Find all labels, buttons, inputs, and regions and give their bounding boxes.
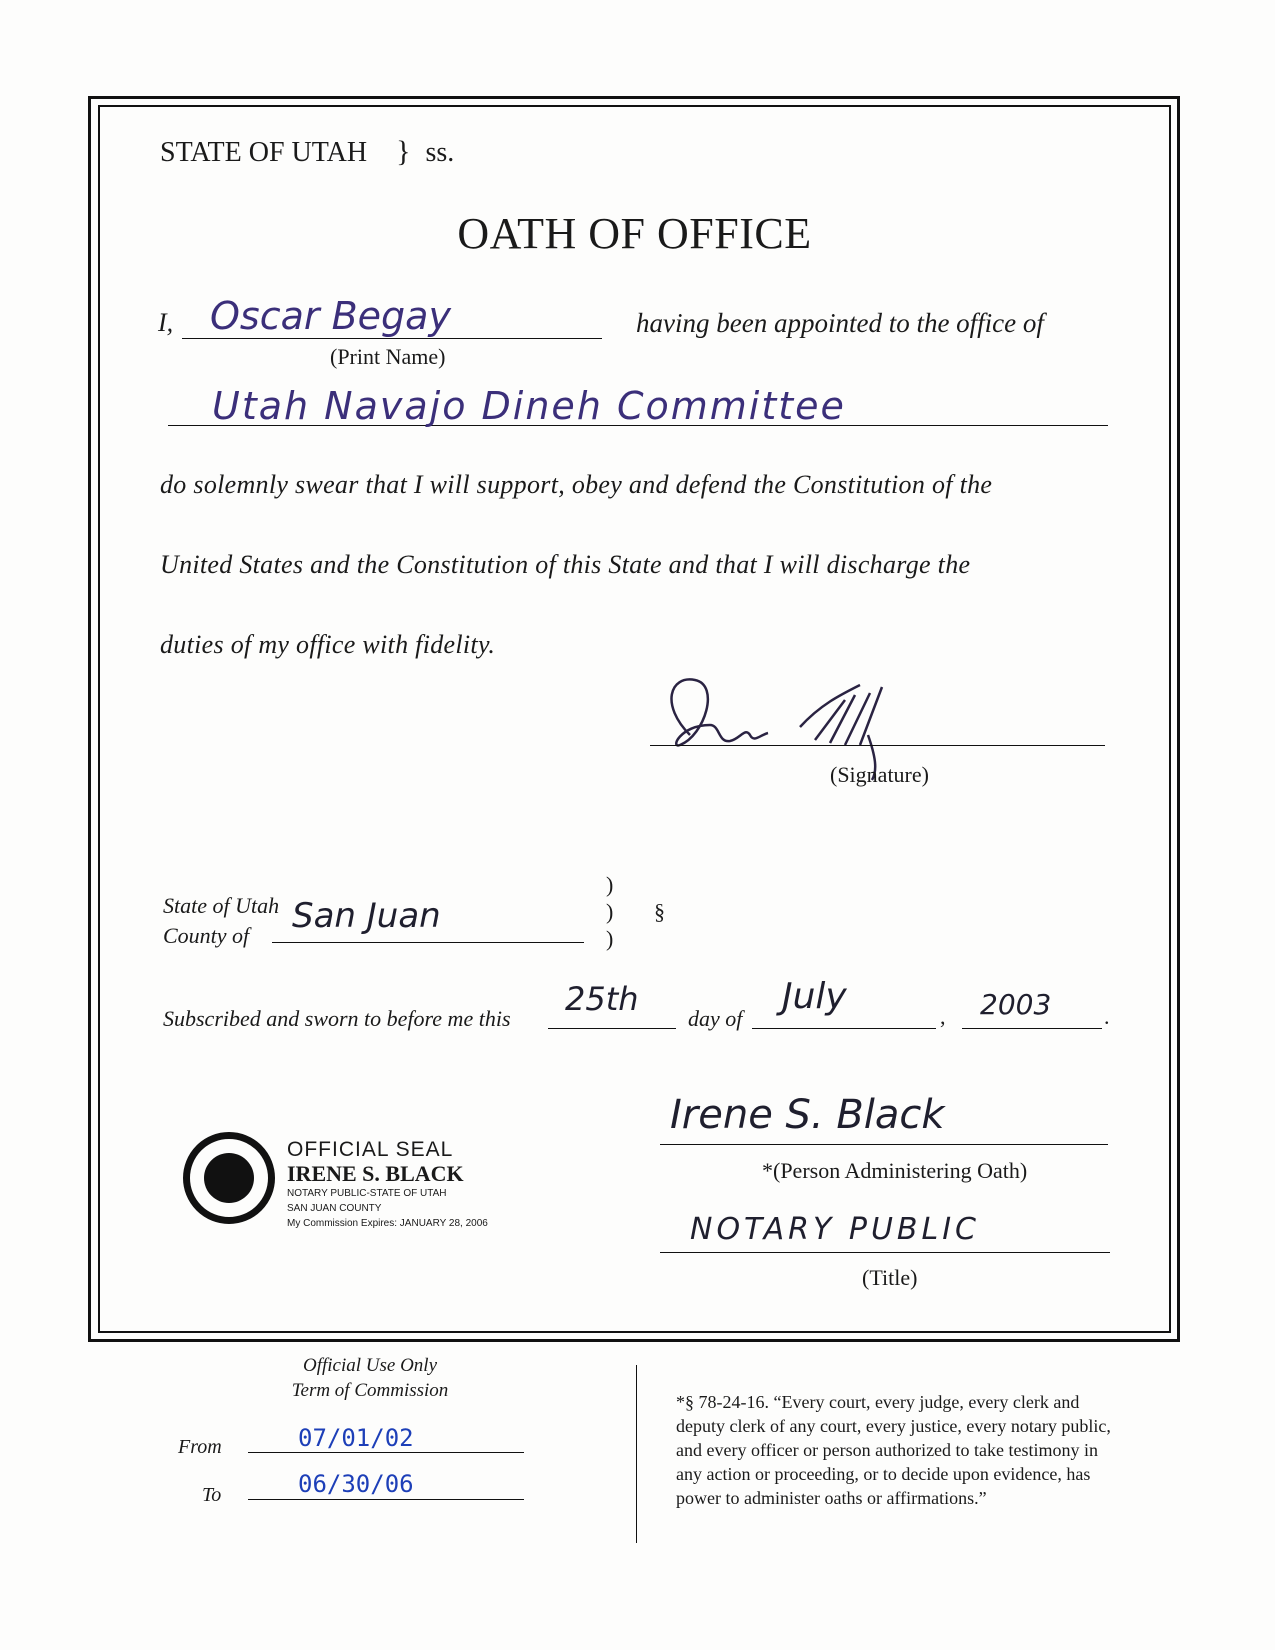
official-use-heading: Official Use Only <box>302 1355 438 1376</box>
to-line <box>248 1499 524 1500</box>
paren-1: ) <box>606 872 614 897</box>
day-value: 25th <box>565 980 639 1018</box>
county-value: San Juan <box>292 896 441 936</box>
day-of-text: day of <box>688 1006 743 1031</box>
oath-body-line-1: do solemnly swear that I will support, obey and defend the Constitution of the <box>160 470 993 499</box>
state-heading <box>160 135 454 169</box>
pronoun-i: I, <box>158 308 174 337</box>
signature-label: (Signature) <box>830 762 929 787</box>
oath-body-line-3: duties of my office with fidelity. <box>160 630 496 659</box>
seal-name: IRENE S. BLACK <box>287 1161 464 1186</box>
administrator-label: *(Person Administering Oath) <box>762 1158 1028 1183</box>
footer-divider <box>636 1365 637 1543</box>
brace: } <box>396 135 411 168</box>
year-value: 2003 <box>980 988 1052 1021</box>
ss-label: ss. <box>425 137 455 168</box>
name-line <box>182 338 602 339</box>
period: . <box>1104 1004 1110 1029</box>
signature-line <box>650 745 1105 746</box>
footnote-line-5: power to administer oaths or affirmations.” <box>676 1488 987 1508</box>
jurat-state-label: State of Utah <box>163 893 280 918</box>
print-name-label: (Print Name) <box>330 344 446 369</box>
seal-line-3: My Commission Expires: JANUARY 28, 2006 <box>287 1218 488 1229</box>
oath-body-line-2: United States and the Constitution of this State and that I will discharge the <box>160 550 971 579</box>
title-label: (Title) <box>862 1265 918 1290</box>
from-label: From <box>178 1436 222 1458</box>
month-line <box>752 1028 936 1029</box>
page-title: OATH OF OFFICE <box>457 209 812 258</box>
office-value: Utah Navajo Dineh Committee <box>212 384 846 428</box>
seal-line-2: SAN JUAN COUNTY <box>287 1203 382 1214</box>
seal-line-1: NOTARY PUBLIC-STATE OF UTAH <box>287 1188 447 1199</box>
footnote-line-3: and every officer or person authorized to take testimony in <box>676 1440 1099 1460</box>
paren-2: ) <box>606 899 614 924</box>
notary-seal-emblem <box>183 1132 275 1224</box>
section-symbol: § <box>654 899 665 924</box>
paren-3: ) <box>606 926 614 951</box>
to-label: To <box>202 1484 222 1506</box>
county-line <box>272 942 584 943</box>
administrator-line <box>660 1144 1108 1145</box>
jurat-county-label: County of <box>163 923 250 948</box>
from-line <box>248 1452 524 1453</box>
day-line <box>548 1028 676 1029</box>
month-value: July <box>782 976 847 1017</box>
footnote-line-2: deputy clerk of any court, every justice, every notary public, <box>676 1416 1111 1436</box>
statute-footnote <box>676 1390 1111 1510</box>
state-label: STATE OF UTAH <box>160 137 368 168</box>
footnote-line-4: any action or proceeding, or to decide upon evidence, has <box>676 1464 1091 1484</box>
year-line <box>962 1028 1102 1029</box>
footnote-line-1: *§ 78-24-16. “Every court, every judge, every clerk and <box>676 1392 1080 1412</box>
term-of-commission-heading: Term of Commission <box>291 1380 449 1401</box>
from-value: 07/01/02 <box>298 1424 414 1452</box>
title-line <box>660 1252 1110 1253</box>
seal-heading: OFFICIAL SEAL <box>287 1138 454 1161</box>
sworn-text: Subscribed and sworn to before me this <box>163 1006 511 1031</box>
comma: , <box>940 1004 946 1029</box>
appointed-text: having been appointed to the office of <box>636 308 1044 338</box>
title-value: NOTARY PUBLIC <box>690 1212 980 1247</box>
administrator-value: Irene S. Black <box>670 1092 945 1138</box>
to-value: 06/30/06 <box>298 1470 414 1498</box>
printed-name-value: Oscar Begay <box>210 294 451 338</box>
